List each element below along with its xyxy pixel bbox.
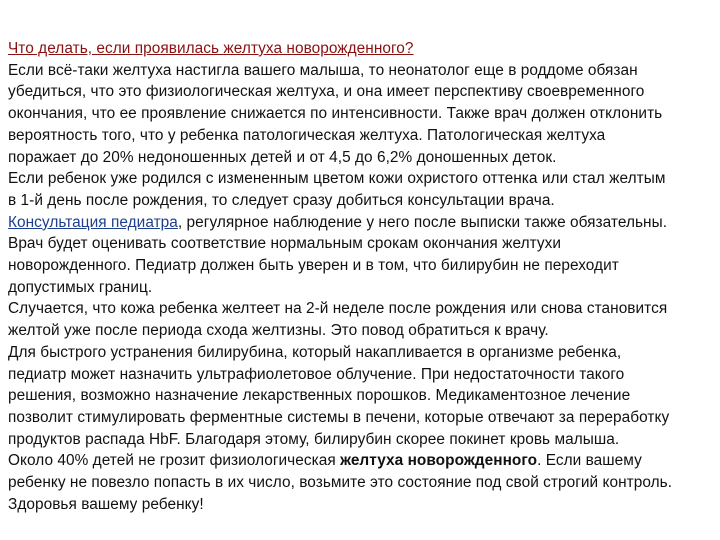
- text-line: окончания, что ее проявление снижается по интенсивности. Также врач должен отклонить: [8, 105, 663, 123]
- pediatrician-line-rest: , регулярное наблюдение у него после выписки также обязательны.: [177, 213, 668, 231]
- text-line: педиатр может назначить ультрафиолетовое облучение. При недостаточности такого: [8, 365, 625, 383]
- bold-line-after: . Если вашему: [537, 452, 642, 470]
- text-line: убедиться, что это физиологическая желтуха, и она имеет перспективу своевременного: [8, 83, 645, 101]
- text-line: в 1-й день после рождения, то следует сразу добиться консультации врача.: [8, 191, 555, 209]
- bold-line-before: Около 40% детей не грозит физиологическая: [8, 452, 341, 470]
- document-body: [8, 38, 714, 515]
- article-title-link[interactable]: Что делать, если проявилась желтуха новорожденного?: [8, 40, 414, 57]
- text-line: желтой уже после периода схода желтизны. Это повод обратиться к врачу.: [8, 322, 549, 340]
- text-line: ребенку не повезло попасть в их число, возьмите это состояние под свой строгий контроль.: [8, 474, 673, 492]
- bold-phrase: желтуха новорожденного: [340, 452, 538, 470]
- pediatrician-line: [8, 212, 714, 234]
- text-line: поражает до 20% недоношенных детей и от 4,5 до 6,2% доношенных деток.: [8, 148, 557, 166]
- text-line: решения, возможно назначение лекарственных порошков. Медикаментозное лечение: [8, 387, 631, 405]
- text-line: новорожденного. Педиатр должен быть уверен и в том, что билирубин не переходит: [8, 257, 619, 275]
- text-line: продуктов распада HbF. Благодаря этому, билирубин скорее покинет кровь малыша.: [8, 430, 620, 448]
- closing-line: Здоровья вашему ребенку!: [8, 495, 204, 513]
- text-line: вероятность того, что у ребенка патологическая желтуха. Патологическая желтуха: [8, 126, 606, 144]
- pediatrician-consultation-link[interactable]: Консультация педиатра: [8, 213, 178, 231]
- text-line: Для быстрого устранения билирубина, который накапливается в организме ребенка,: [8, 343, 622, 361]
- text-line: допустимых границ.: [8, 278, 153, 296]
- text-line: Врач будет оценивать соответствие нормальным срокам окончания желтухи: [8, 235, 562, 253]
- text-line: Если ребенок уже родился с измененным цветом кожи охристого оттенка или стал желтым: [8, 170, 666, 188]
- text-line: позволит стимулировать ферментные системы в печени, которые отвечают за переработку: [8, 408, 670, 426]
- bold-phrase-line: [8, 450, 714, 472]
- text-line: Случается, что кожа ребенка желтеет на 2-й неделе после рождения или снова становится: [8, 300, 668, 318]
- text-line: Если всё-таки желтуха настигла вашего малыша, то неонатолог еще в роддоме обязан: [8, 61, 638, 79]
